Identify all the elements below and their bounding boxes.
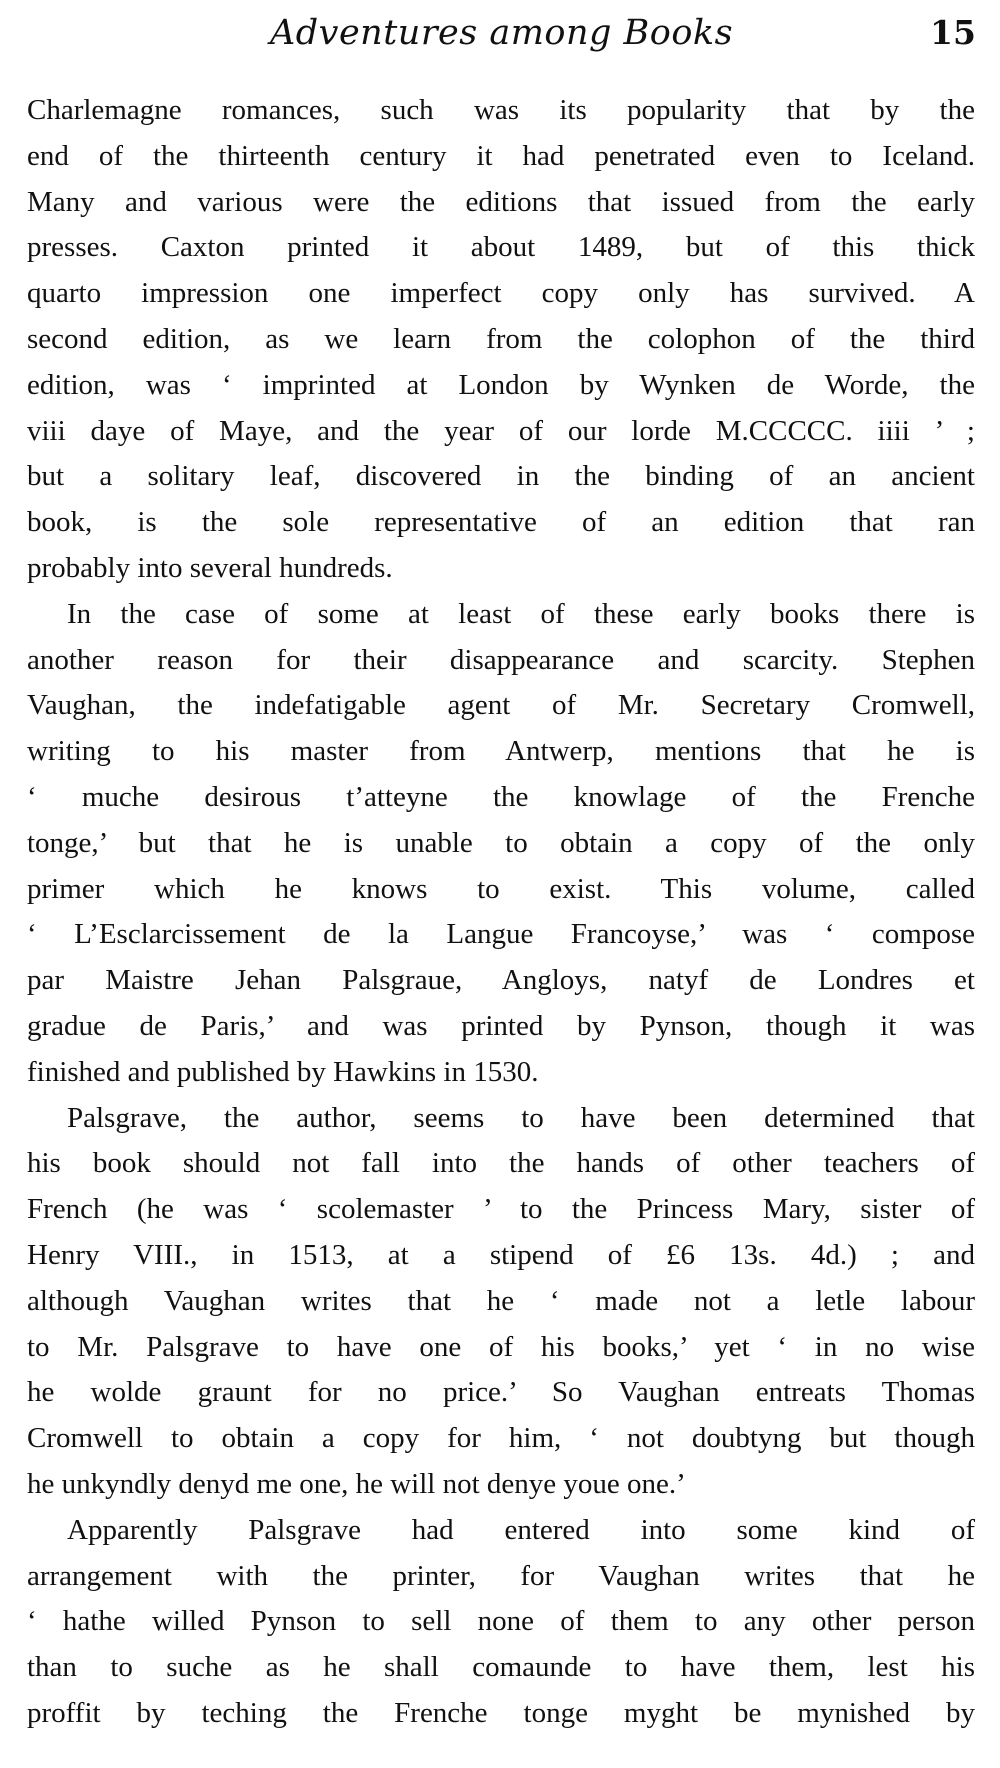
text-line: book, is the sole representative of an edition that ran: [27, 506, 975, 539]
paragraph: [27, 1508, 975, 1737]
paragraph: [27, 592, 975, 1096]
text-line: he wolde graunt for no price.’ So Vaughan entreats Thomas: [27, 1376, 975, 1409]
text-line: Palsgrave, the author, seems to have been determined that: [67, 1101, 975, 1134]
text-line: ‘ hathe willed Pynson to sell none of them to any other person: [27, 1605, 975, 1638]
text-line: tonge,’ but that he is unable to obtain a copy of the only: [27, 826, 975, 859]
page-header: [0, 8, 1000, 58]
text-line: quarto impression one imperfect copy only has survived. A: [27, 277, 975, 310]
text-line: he unkyndly denyd me one, he will not denye youe one.’: [27, 1467, 686, 1500]
text-line: than to suche as he shall comaunde to have them, lest his: [27, 1651, 975, 1684]
text-line: Many and various were the editions that issued from the early: [27, 185, 975, 218]
body-text: [27, 88, 975, 1737]
text-line: to Mr. Palsgrave to have one of his books,’ yet ‘ in no wise: [27, 1330, 975, 1363]
text-line: arrangement with the printer, for Vaughan writes that he: [27, 1559, 975, 1592]
text-line: although Vaughan writes that he ‘ made not a letle labour: [27, 1284, 975, 1317]
text-line: ‘ muche desirous t’atteyne the knowlage of the Frenche: [27, 780, 975, 813]
text-line: proffit by teching the Frenche tonge myght be mynished by: [27, 1696, 975, 1729]
text-line: finished and published by Hawkins in 1530.: [27, 1055, 539, 1088]
text-line: ‘ L’Esclarcissement de la Langue Francoyse,’ was ‘ compose: [27, 918, 975, 951]
text-line: par Maistre Jehan Palsgraue, Angloys, natyf de Londres et: [27, 964, 975, 997]
text-line: but a solitary leaf, discovered in the binding of an ancient: [27, 460, 975, 493]
running-title: Adventures among Books: [270, 13, 734, 53]
page-number: 15: [930, 13, 976, 52]
text-line: gradue de Paris,’ and was printed by Pynson, though it was: [27, 1009, 975, 1042]
paragraph: [27, 1096, 975, 1508]
text-line: presses. Caxton printed it about 1489, but of this thick: [27, 231, 975, 264]
text-line: Apparently Palsgrave had entered into some kind of: [67, 1513, 975, 1546]
text-line: Henry VIII., in 1513, at a stipend of £6 13s. 4d.) ; and: [27, 1238, 975, 1271]
text-line: edition, was ‘ imprinted at London by Wynken de Worde, the: [27, 368, 975, 401]
text-line: probably into several hundreds.: [27, 551, 393, 584]
text-line: writing to his master from Antwerp, mentions that he is: [27, 735, 975, 768]
text-line: Charlemagne romances, such was its popularity that by the: [27, 94, 975, 126]
text-line: Cromwell to obtain a copy for him, ‘ not doubtyng but though: [27, 1422, 975, 1455]
text-line: French (he was ‘ scolemaster ’ to the Princess Mary, sister of: [27, 1193, 975, 1226]
text-line: primer which he knows to exist. This volume, called: [27, 872, 975, 905]
paragraph: [27, 88, 975, 592]
text-line: viii daye of Maye, and the year of our lorde M.CCCCC. iiii ’ ;: [27, 414, 975, 447]
text-line: In the case of some at least of these early books there is: [67, 597, 975, 630]
text-line: another reason for their disappearance and scarcity. Stephen: [27, 643, 975, 676]
text-line: second edition, as we learn from the colophon of the third: [27, 322, 975, 355]
text-line: his book should not fall into the hands of other teachers of: [27, 1147, 975, 1180]
text-line: Vaughan, the indefatigable agent of Mr. Secretary Cromwell,: [27, 689, 975, 722]
text-line: end of the thirteenth century it had penetrated even to Iceland.: [27, 139, 975, 172]
